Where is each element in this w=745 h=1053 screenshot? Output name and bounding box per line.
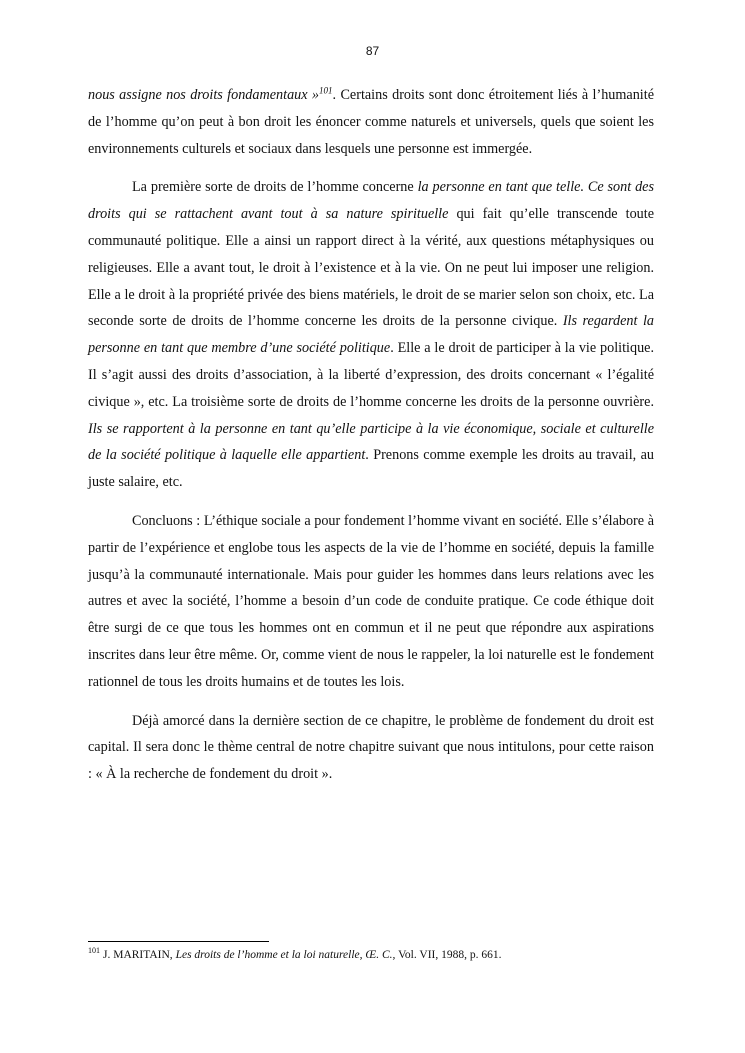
italic-text: la personne en tant que telle. Ce sont des droits qui se rattachent avant tout à sa nature spirituelle — [88, 179, 654, 223]
paragraph — [88, 708, 654, 788]
body-text — [88, 82, 654, 788]
text-run: qui fait qu’elle transcende toute communauté politique. Elle a ainsi un rapport direct à la vérité, aux questions métaphysiques ou religieuses. Elle a avant tout, le droit à l’existence et à la vie. On ne peut lui imposer une religion. Elle a le droit à la propriété privée des biens matériels, le droit de se marier selon son choix, etc. La seconde sorte de droits de l’homme concerne les droits de la personne civique. — [88, 206, 654, 330]
text-run: . Elle a le droit de participer à la vie politique. Il s’agit aussi des droits d’association, à la liberté d’expression, des droits concernant « l’égalité civique », etc. La troisième sorte de droits de l’homme concerne les droits de la personne ouvrière. — [88, 340, 655, 410]
paragraph — [88, 82, 654, 162]
footnote-author: J. MARITAIN, — [103, 949, 173, 961]
paragraph-gap — [88, 696, 654, 708]
page-number: 87 — [365, 44, 380, 58]
footnote-marker: 101 — [88, 946, 100, 956]
italic-text: Ils se rapportent à la personne en tant qu’elle participe à la vie économique, sociale et culturelle de la société politique à laquelle elle appartient — [88, 420, 654, 464]
text-run: . Prenons comme exemple les droits au travail, au juste salaire, etc. — [88, 447, 654, 491]
paragraph-gap — [88, 162, 654, 174]
footnote-details: Vol. VII, 1988, p. 661. — [398, 949, 502, 961]
paragraph — [88, 174, 654, 496]
text-run: La première sorte de droits de l’homme concerne — [132, 179, 418, 196]
text-run: Déjà amorcé dans la dernière section de ce chapitre, le problème de fondement du droit est capital. Il sera donc le thème central de notre chapitre suivant que nous intitulons, pour cette raison : « À la recherche de fondement du droit ». — [88, 712, 654, 783]
italic-text: Ils regardent la personne en tant que membre d’une société politique — [88, 313, 654, 357]
footnote-separator — [88, 941, 269, 942]
footnote-title: Les droits de l’homme et la loi naturelle, Œ. C., — [175, 949, 396, 961]
footnote — [88, 946, 502, 961]
paragraph — [88, 508, 654, 696]
text-run: Concluons : L’éthique sociale a pour fondement l’homme vivant en société. Elle s’élabore à partir de l’expérience et englobe tous les aspects de la vie de l’homme en société, depuis la famille jusqu’à la communauté internationale. Mais pour guider les hommes dans leurs relations avec les autres et avec la société, l’homme a besoin d’un code de conduite pratique. Ce code éthique doit être surgi de ce que tous les hommes ont en commun et il ne peut que répondre aux aspirations inscrites dans leur être même. Or, comme vient de nous le rappeler, la loi naturelle est le fondement rationnel de tous les droits humains et de toutes les lois. — [88, 512, 654, 690]
italic-text: nous assigne nos droits fondamentaux » — [88, 87, 320, 103]
text-run: . Certains droits sont donc étroitement liés à l’humanité de l’homme qu’on peut à bon droit les énoncer comme naturels et universels, quels que soient les environnements culturels et sociaux dans lesquels une personne est immergée. — [88, 87, 654, 157]
paragraph-gap — [88, 496, 654, 508]
footnote-reference: 101 — [319, 85, 333, 96]
